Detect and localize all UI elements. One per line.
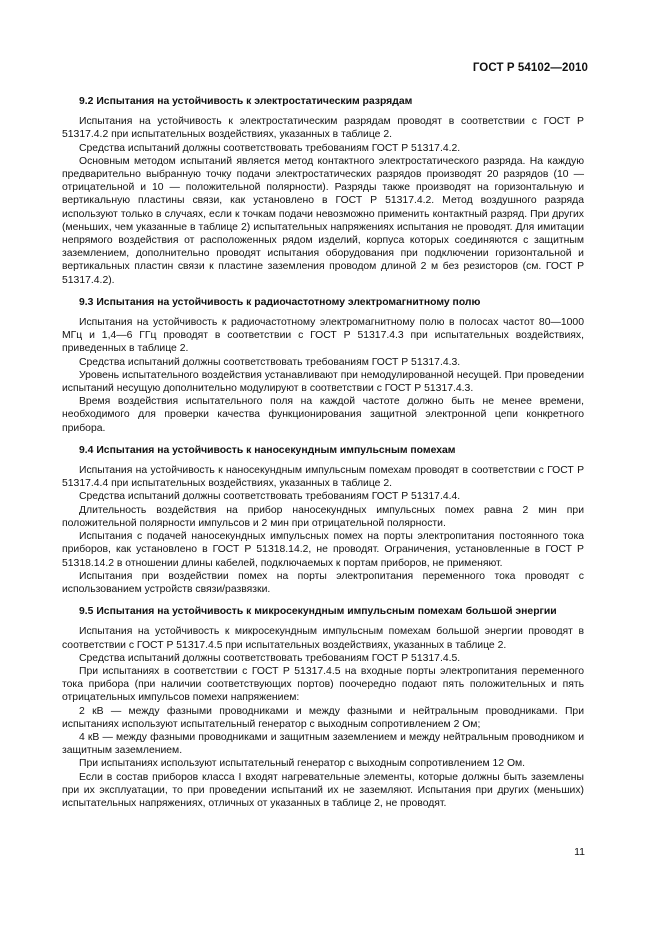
paragraph: Средства испытаний должны соответствовать требованиям ГОСТ Р 51317.4.2.: [79, 142, 461, 154]
section-9-2: [62, 95, 584, 287]
section-title: 9.2 Испытания на устойчивость к электростатическим разрядам: [79, 96, 413, 107]
paragraph: Длительность воздействия на прибор наносекундных импульсных помех равна 2 мин при положительной полярности импульсов и 2 мин при отрицательной полярности.: [62, 504, 584, 529]
section-title: 9.4 Испытания на устойчивость к наносекундным импульсным помехам: [79, 444, 456, 456]
paragraph: Уровень испытательного воздействия устанавливают при немодулированной несущей. При проведении испытаний несущую дополнительно модулируют в соответствии с ГОСТ Р 51317.4.3.: [62, 369, 584, 395]
section-9-5: [62, 605, 584, 810]
paragraph: 4 кВ — между фазными проводниками и защитным заземлением и между нейтральным проводником и защитным заземлением.: [62, 731, 584, 757]
paragraph: Если в состав приборов класса I входят нагревательные элементы, которые должны быть заземлены при их эксплуатации, то при проведении испытаний их не заземляют. Испытания при других (меньших) испытательных напряжениях, отличных от указанных в таблице 2, не проводят.: [62, 771, 584, 809]
paragraph: Испытания на устойчивость к микросекундным импульсным помехам большой энергии проводят в соответствии с ГОСТ Р 51317.4.5 при испытательных воздействиях, указанных в таблице 2.: [62, 626, 584, 651]
paragraph: Основным методом испытаний является метод контактного электростатического разряда. На каждую предварительно выбранную точку подачи электростатических разрядов производят 20 разрядов (10 — отрицательной и 10 — положительной полярности). Разряды также производят на горизонтальную и вертикальную пластины связи, как установлено в ГОСТ Р 51317.4.2. Метод воздушного разряда используют только в случаях, если к точкам подачи невозможно применить контактный разряд. При других (меньших, чем указанные в таблице 2) испытательных напряжениях испытания не проводят. Для имитации непрямого воздействия от расположенных рядом изделий, корпуса которых соединяются с защитным заземлением, дополнительно проводят испытания оборудования при подключении горизонтальной и вертикальных пластин связи к пластине заземления проводом длиной 2 м без резисторов (см. ГОСТ Р 51317.4.2).: [62, 155, 584, 286]
paragraph: Средства испытаний должны соответствовать требованиям ГОСТ Р 51317.4.5.: [79, 652, 461, 664]
document-header: ГОСТ Р 54102—2010: [472, 62, 588, 74]
section-title: 9.5 Испытания на устойчивость к микросекундным импульсным помехам большой энергии: [79, 606, 557, 618]
document-body: [62, 95, 584, 819]
paragraph: Испытания на устойчивость к радиочастотному электромагнитному полю в полосах частот 80—1000 МГц и 1,4—6 ГГц проводят в соответствии с ГОСТ Р 51317.4.3 при испытательных воздействиях, приведенных в таблице 2.: [62, 317, 584, 355]
paragraph: 2 кВ — между фазными проводниками и между фазными и нейтральным проводниками. При испытаниях используют испытательный генератор с выходным сопротивлением 2 Ом;: [62, 705, 584, 730]
paragraph: Испытания на устойчивость к электростатическим разрядам проводят в соответствии с ГОСТ Р 51317.4.2 при испытательных воздействиях, указанных в таблице 2.: [62, 116, 584, 141]
paragraph: Время воздействия испытательного поля на каждой частоте должно быть не менее времени, необходимого для проверки качества функционирования защитной электронной цепи конкретного прибора.: [62, 396, 584, 434]
paragraph: При испытаниях в соответствии с ГОСТ Р 51317.4.5 на входные порты электропитания переменного тока прибора (при наличии соответствующих портов) поочередно подают пять положительных и пять отрицательных импульсов помехи напряжением:: [62, 665, 584, 704]
page-number: 11: [574, 846, 585, 858]
paragraph: Средства испытаний должны соответствовать требованиям ГОСТ Р 51317.4.4.: [79, 491, 461, 503]
section-9-4: [62, 444, 584, 596]
paragraph: Средства испытаний должны соответствовать требованиям ГОСТ Р 51317.4.3.: [79, 356, 461, 368]
section-title: 9.3 Испытания на устойчивость к радиочастотному электромагнитному полю: [79, 296, 481, 308]
paragraph: Испытания при воздействии помех на порты электропитания переменного тока проводят с использованием устройств связи/развязки.: [62, 570, 584, 595]
section-9-3: [62, 296, 584, 435]
paragraph: Испытания с подачей наносекундных импульсных помех на порты электропитания постоянного тока приборов, как установлено в ГОСТ Р 51318.14.2, не проводят. Ограничения, установленные в ГОСТ Р 51318.14.2 в отношении длины кабелей, подключаемых к портам приборов, не применяют.: [62, 531, 584, 569]
paragraph: Испытания на устойчивость к наносекундным импульсным помехам проводят в соответствии с ГОСТ Р 51317.4.4 при испытательных воздействиях, указанных в таблице 2.: [62, 465, 584, 490]
paragraph: При испытаниях используют испытательный генератор с выходным сопротивлением 12 Ом.: [79, 758, 526, 770]
